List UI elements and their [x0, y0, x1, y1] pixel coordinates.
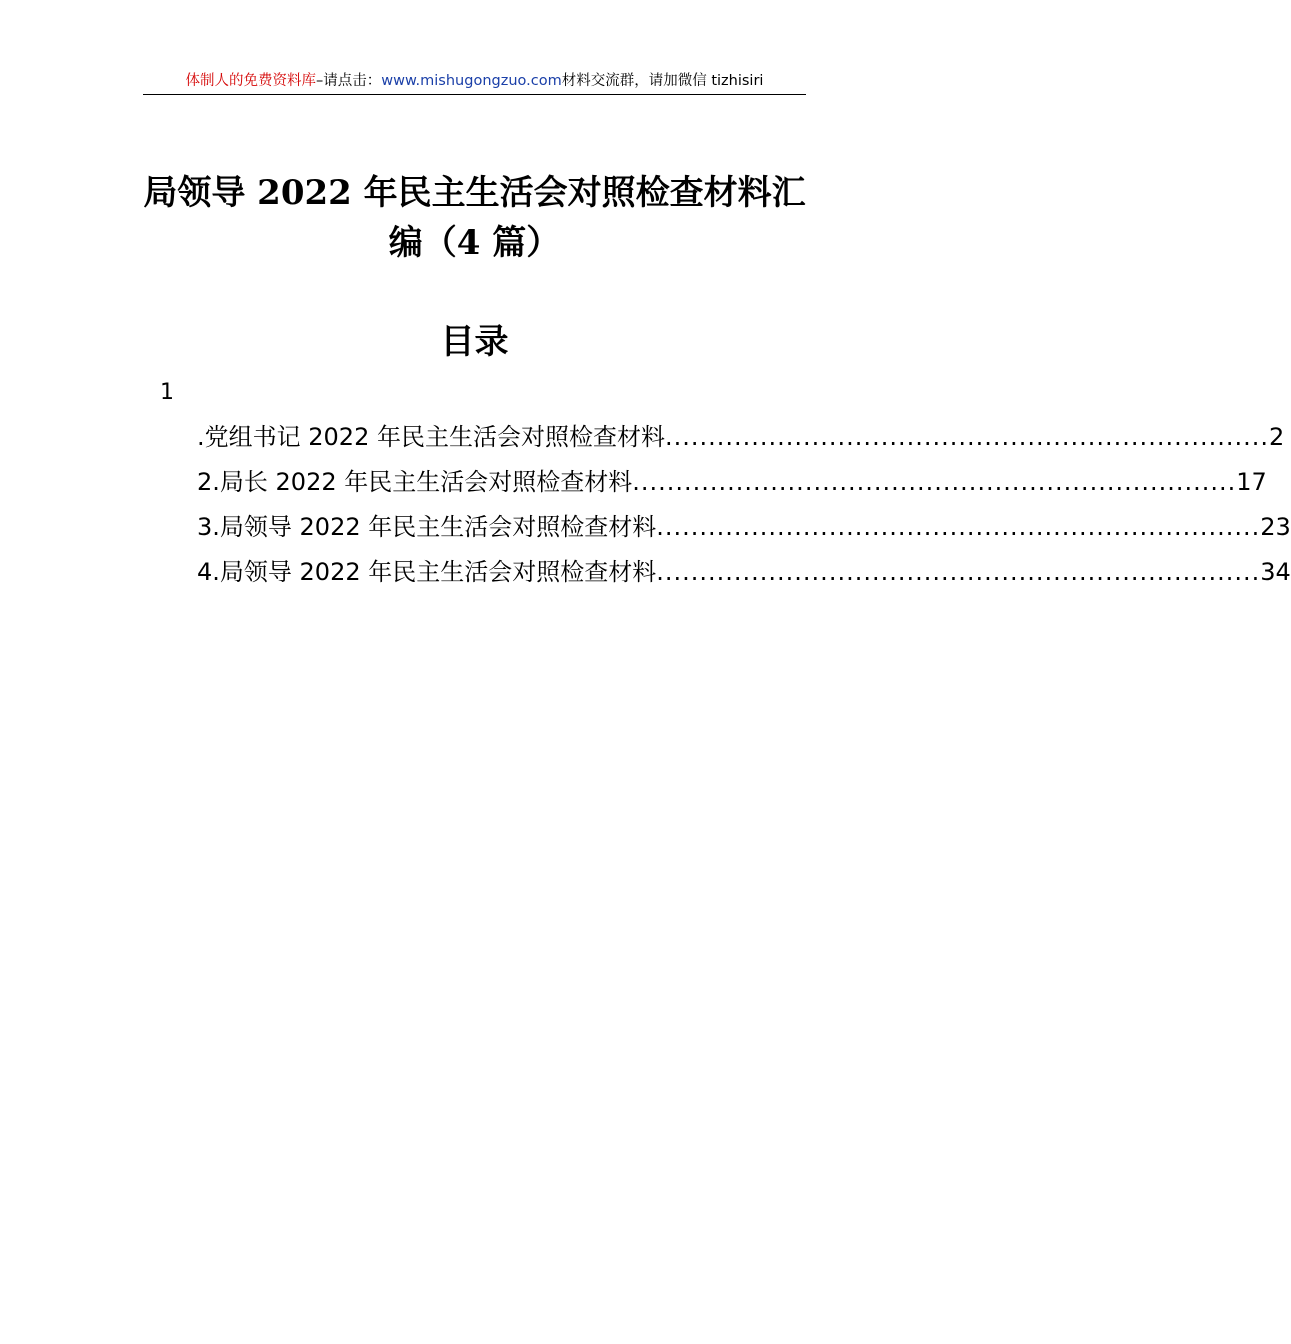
toc-item-label: 2.局长 2022 年民主生活会对照检查材料 [197, 468, 633, 496]
document-title-line-1: 局领导 2022 年民主生活会对照检查材料汇 [143, 173, 806, 213]
header-url-link[interactable]: www.mishugongzuo.com [381, 73, 562, 89]
header-brand: 体制人的免费资料库 [185, 73, 317, 89]
toc-item-label: 4.局领导 2022 年民主生活会对照检查材料 [197, 558, 657, 586]
toc-item-page: 34 [1260, 558, 1291, 586]
toc-item-4[interactable] [197, 555, 1291, 600]
toc-leader-dots: ...................................................................... [656, 558, 1261, 586]
toc-item-label: .党组书记 2022 年民主生活会对照检查材料 [197, 423, 665, 451]
page-header [143, 68, 806, 95]
toc-leader-dots: ...................................................................... [656, 513, 1261, 541]
toc-item-page: 23 [1260, 513, 1291, 541]
toc-leader-dots: ...................................................................... [664, 423, 1269, 451]
header-prompt: –请点击： [316, 73, 382, 89]
toc-heading: 目录 [440, 322, 509, 362]
toc-list [197, 420, 1291, 600]
toc-orphan-number: 1 [160, 380, 174, 405]
toc-item-label: 3.局领导 2022 年民主生活会对照检查材料 [197, 513, 657, 541]
toc-item-2[interactable] [197, 465, 1267, 510]
toc-leader-dots: ...................................................................... [632, 468, 1237, 496]
toc-item-page: 2 [1269, 423, 1285, 451]
header-tail: 材料交流群，请加微信 tizhisiri [561, 73, 764, 89]
toc-item-page: 17 [1236, 468, 1267, 496]
toc-item-1[interactable] [197, 420, 1285, 465]
toc-item-3[interactable] [197, 510, 1291, 555]
document-title-line-2: 编（4 篇） [388, 223, 561, 263]
